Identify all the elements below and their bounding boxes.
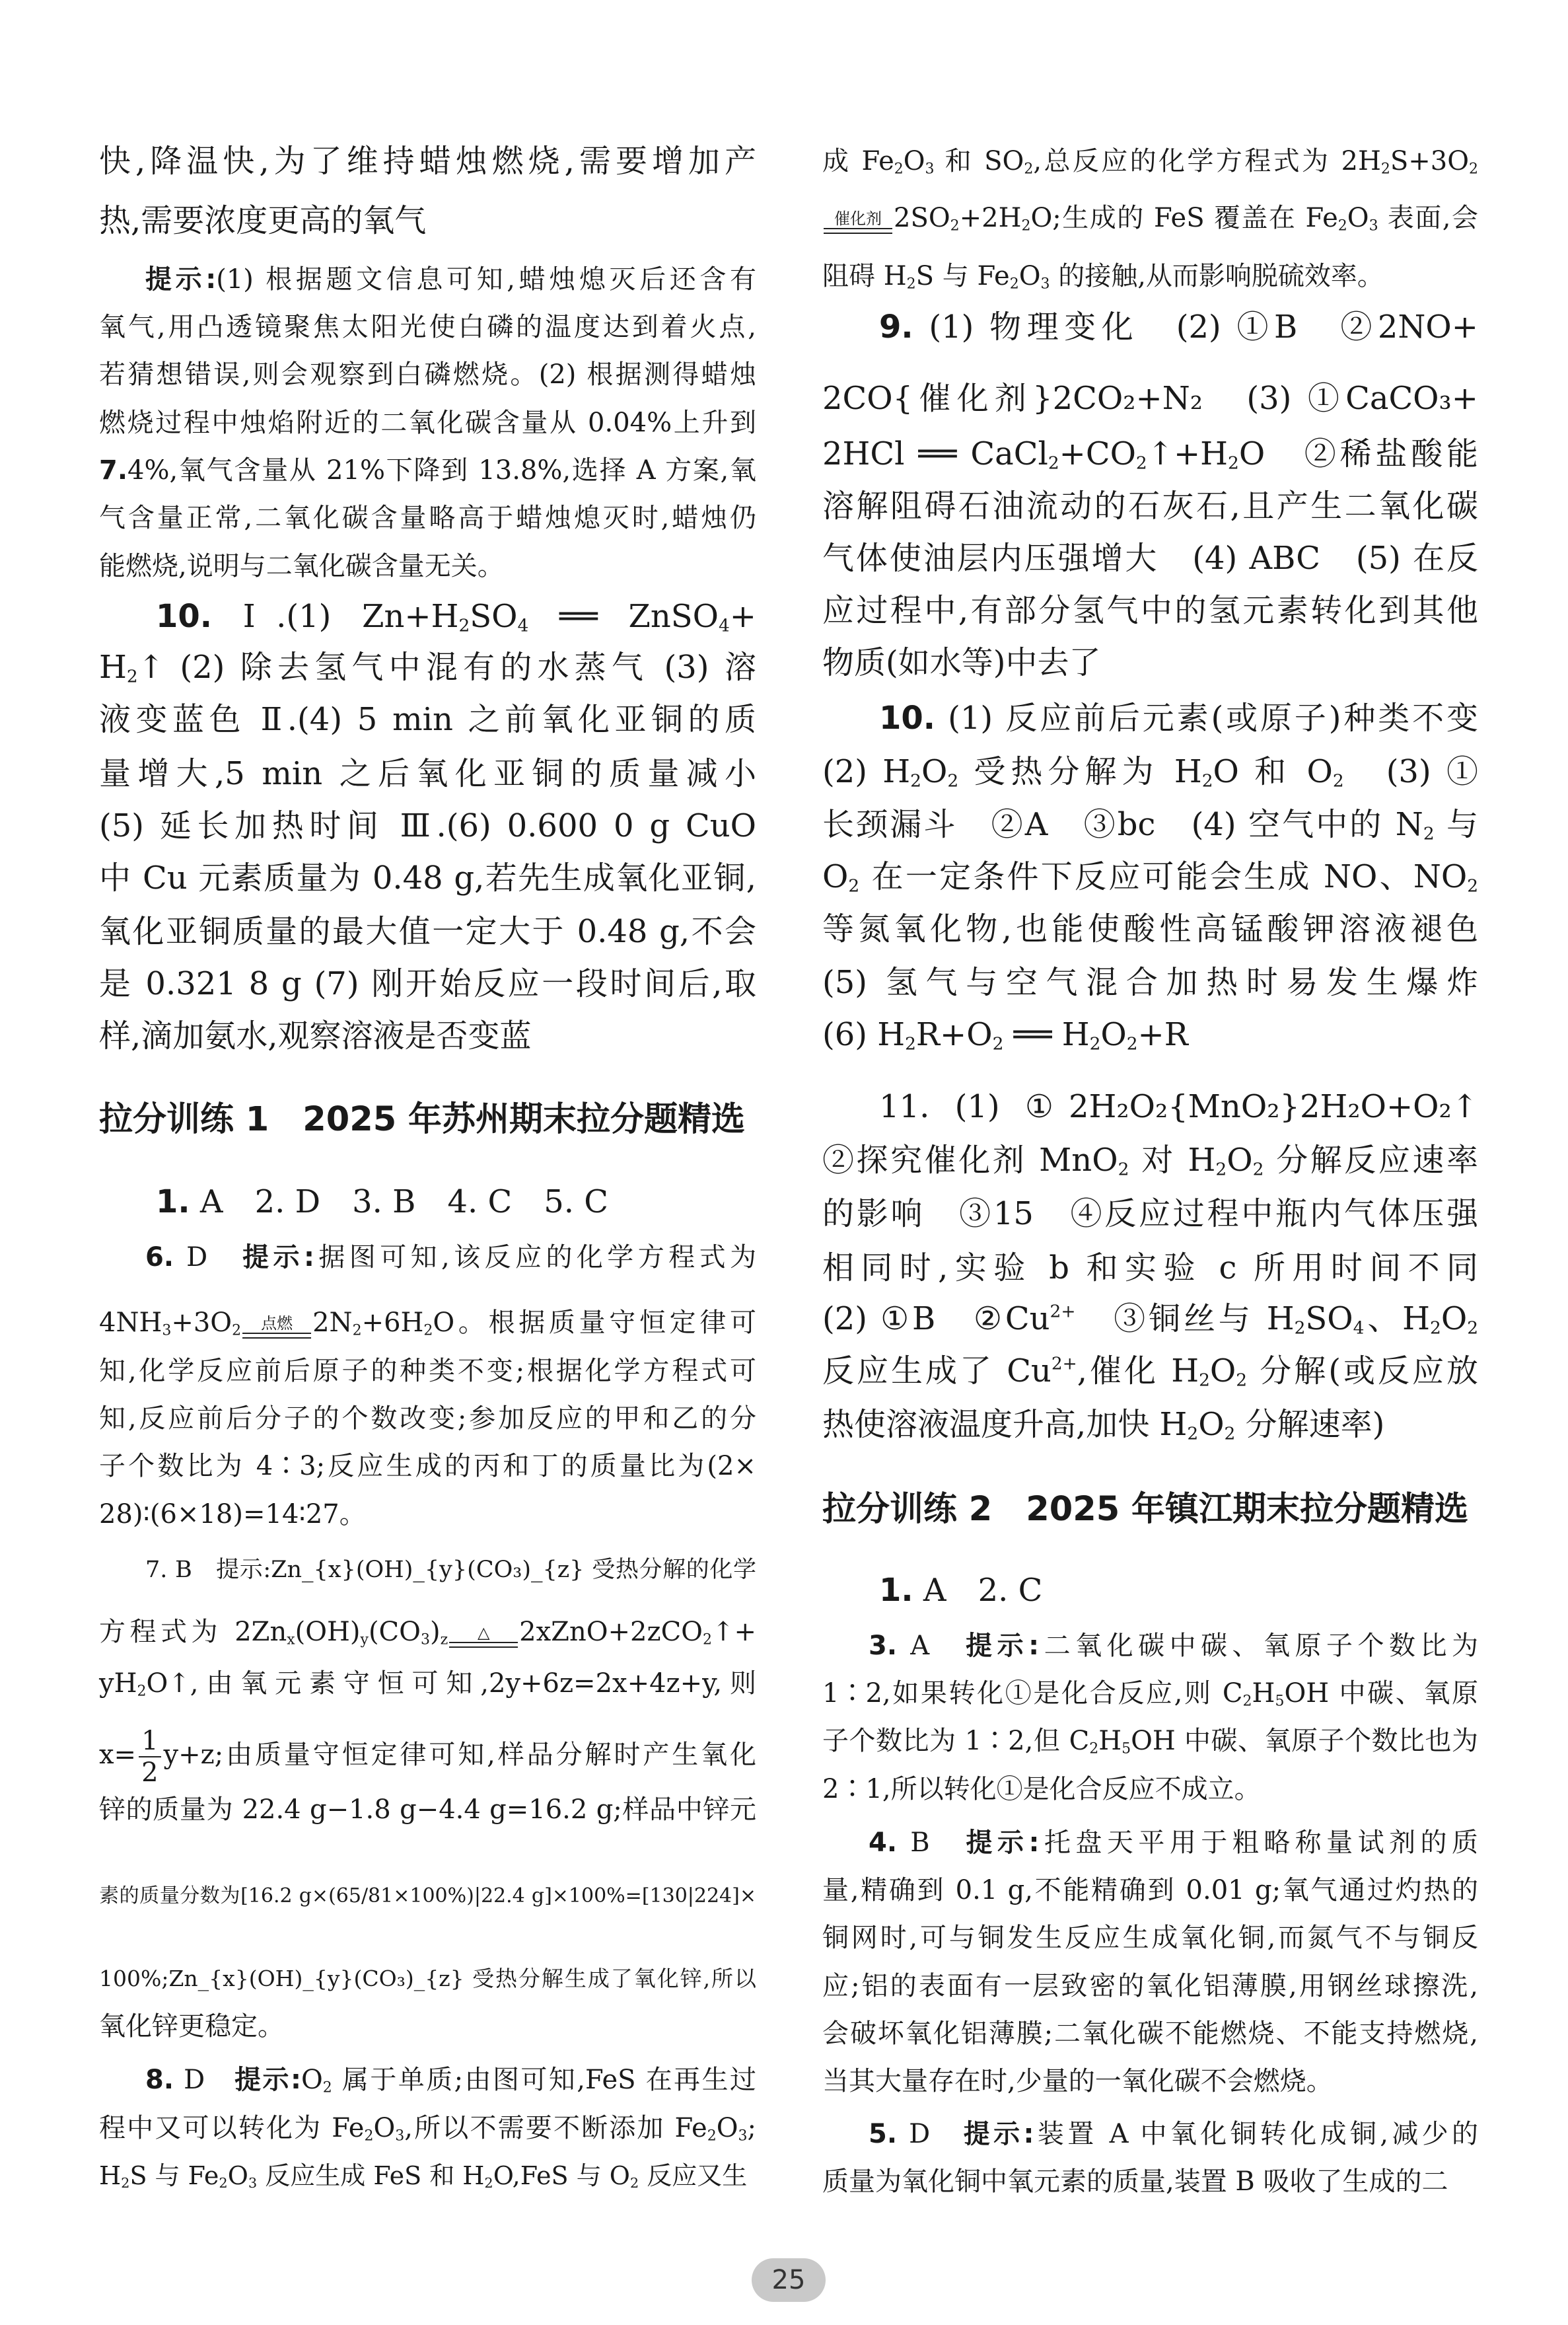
text-line: 应过程中,有部分氢气中的氢元素转化到其他 xyxy=(822,592,1478,629)
text-line: $H_2S$ 与 $Fe_2O_3$ 反应生成 FeS 和 $H_2O,FeS$ 与 $O_2$ 反应又生 xyxy=(99,2161,748,2192)
text-line: (5) 氢气与空气混合加热时易发生爆炸 xyxy=(822,964,1478,1001)
text-line: 1∶2,如果转化①是化合反应,则 $C_2H_5OH$ 中碳、氧原 xyxy=(822,1678,1479,1710)
text-line: 量,精确到 0.1 g,不能精确到 0.01 g;氧气通过灼热的 xyxy=(822,1875,1478,1905)
text-line: 提示:(1) 根据题文信息可知,蜡烛熄灭后还含有 xyxy=(145,264,756,295)
text-line: 2∶1,所以转化①是化合反应不成立。 xyxy=(822,1774,1261,1804)
text-line: 当其大量存在时,少量的一氧化碳不会燃烧。 xyxy=(822,2066,1333,2096)
text-line: 知,反应前后分子的个数改变;参加反应的甲和乙的分 xyxy=(99,1403,756,1434)
text-line: 100%;Zn_{x}(OH)_{y}(CO₃)_{z} 受热分解生成了氧化锌,所以 xyxy=(99,1966,756,1991)
text-line: $4NH_3+3O_2$ 点燃 $2N_2+6H_2O$。根据质量守恒定律可 xyxy=(99,1308,756,1339)
text-line: 素的质量分数为[16.2 g×(65/81×100%)|22.4 g]×100%=[130|224]× xyxy=(99,1884,756,1907)
reaction-condition: △ xyxy=(449,1625,518,1648)
text-line: 气含量正常,二氧化碳含量略高于蜡烛熄灭时,蜡烛仍 xyxy=(99,503,756,533)
text-line: 应;铝的表面有一层致密的氧化铝薄膜,用钢丝球擦洗, xyxy=(822,1971,1478,2001)
text-line: 11. (1) ①2H₂O₂{MnO₂}2H₂O+O₂↑ xyxy=(879,1088,1478,1125)
text-line: 7.4%,氧气含量从 21%下降到 13.8%,选择 A 方案,氧 xyxy=(99,455,756,486)
reaction-condition: 催化剂 xyxy=(824,211,892,234)
text-line: 子个数比为 4∶3;反应生成的丙和丁的质量比为(2× xyxy=(99,1451,756,1481)
text-line: 7. B 提示:Zn_{x}(OH)_{y}(CO₃)_{z} 受热分解的化学 xyxy=(145,1557,756,1583)
text-line: 3. A 提示:二氧化碳中碳、氧原子个数比为 xyxy=(869,1631,1479,1661)
text-line: 成 $Fe_2O_3$ 和 $SO_2$,总反应的化学方程式为 $2H_2S+3O_2$ xyxy=(822,146,1479,178)
text-line: 锌的质量为 22.4 g−1.8 g−4.4 g=16.2 g;样品中锌元 xyxy=(99,1794,756,1825)
text-line: 10. Ⅰ.(1) $Zn+H_2SO_4$ ══ ZnSO$_4$+ xyxy=(156,598,757,636)
text-line: 程中又可以转化为 $Fe_2O_3$,所以不需要不断添加 $Fe_2O_3$; xyxy=(99,2113,756,2145)
text-line: 催化剂 $2SO_2+2H_2O$;生成的 FeS 覆盖在 $Fe_2O_3$ 表面,会 xyxy=(822,197,1478,239)
reaction-condition: 点燃 xyxy=(242,1315,311,1339)
text-line: 中 Cu 元素质量为 0.48 g,若先生成氧化亚铜, xyxy=(99,860,756,897)
text-line: 反应生成了 $Cu^{2+}$,催化 $H_2O_2$ 分解(或反应放 xyxy=(822,1352,1478,1391)
text-line: 会破坏氧化铝薄膜;二氧化碳不能燃烧、不能支持燃烧, xyxy=(822,2018,1478,2049)
text-line: (2) $H_2O_2$ 受热分解为 $H_2O$ 和 $O_2$ (3) ① xyxy=(822,753,1478,792)
text-line: 样,滴加氨水,观察溶液是否变蓝 xyxy=(99,1017,532,1054)
text-line: 28)∶(6×18)=14∶27。 xyxy=(99,1499,366,1530)
text-line: 知,化学反应前后原子的种类不变;根据化学方程式可 xyxy=(99,1356,756,1386)
text-line: 2CO{催化剂}2CO₂+N₂ (3) ①CaCO₃+ xyxy=(822,380,1478,417)
page-number: 25 xyxy=(752,2258,826,2302)
text-line: 1. A 2. D 3. B 4. C 5. C xyxy=(156,1183,608,1220)
text-line: (6) $H_2R+O_2$ ══ $H_2O_2+R$ xyxy=(822,1016,1188,1054)
text-line: 热使溶液温度升高,加快 $H_2O_2$ 分解速率) xyxy=(822,1406,1385,1444)
text-line: $H_2↑$ (2) 除去氢气中混有的水蒸气 (3) 溶 xyxy=(99,649,756,687)
text-line: 氧化锌更稳定。 xyxy=(99,2011,284,2042)
text-line: 铜网时,可与铜发生反应生成氧化铜,而氮气不与铜反 xyxy=(822,1923,1478,1953)
text-line: 子个数比为 1∶2,但 $C_2H_5OH$ 中碳、氧原子个数比也为 xyxy=(822,1726,1479,1757)
text-line: 热,需要浓度更高的氧气 xyxy=(99,202,427,239)
text-line: 9. (1) 物理变化 (2) ①B ②2NO+ xyxy=(879,309,1478,346)
text-line: 若猜想错误,则会观察到白磷燃烧。(2) 根据测得蜡烛 xyxy=(99,359,756,390)
text-line: 氧气,用凸透镜聚焦太阳光使白磷的温度达到着火点, xyxy=(99,312,756,342)
text-line: 快,降温快,为了维持蜡烛燃烧,需要增加产 xyxy=(99,143,756,180)
text-line: 能燃烧,说明与二氧化碳含量无关。 xyxy=(99,551,504,581)
text-line: $O_2$ 在一定条件下反应可能会生成 NO、$NO_2$ xyxy=(822,858,1478,897)
text-line: 8. D 提示$:O_2$ 属于单质;由图可知,FeS 在再生过 xyxy=(145,2065,757,2096)
text-line: 5. D 提示:装置 A 中氧化铜转化成铜,减少的 xyxy=(869,2119,1479,2149)
section-heading: 拉分训练 2 2025 年镇江期末拉分题精选 xyxy=(822,1490,1468,1529)
text-line: 等氮氧化物,也能使酸性高锰酸钾溶液褪色 xyxy=(822,910,1478,947)
text-line: 4. B 提示:托盘天平用于粗略称量试剂的质 xyxy=(869,1827,1479,1858)
text-line: 质量为氧化铜中氧元素的质量,装置 B 吸收了生成的二 xyxy=(822,2166,1448,2197)
text-line: 1. A 2. C xyxy=(879,1572,1043,1609)
text-line: 液变蓝色 Ⅱ.(4) 5 min 之前氧化亚铜的质 xyxy=(99,701,756,738)
text-line: 10. (1) 反应前后元素(或原子)种类不变 xyxy=(879,700,1478,737)
text-line: (5) 延长加热时间 Ⅲ.(6) 0.600 0 g CuO xyxy=(99,807,756,844)
text-line: 方程式为 $2Zn_x(OH)_y(CO_3)_z$ △ 2xZnO+2zCO$_2$↑+ xyxy=(99,1617,756,1648)
text-line: x= $\frac{1}{2}$ y+z;由质量守恒定律可知,样品分解时产生氧化 xyxy=(99,1726,756,1788)
text-line: 2HCl ══ $CaCl_2+CO_2↑+H_2O$ ②稀盐酸能 xyxy=(822,435,1478,474)
text-line: $yH_2O↑$,由氧元素守恒可知,2y+6z=2x+4z+y,则 xyxy=(99,1668,756,1700)
text-line: 是 0.321 8 g (7) 刚开始反应一段时间后,取 xyxy=(99,965,756,1002)
text-line: (2) ①B $②Cu^{2+}$ ③铜丝与 $H_2SO_4$、$H_2O_2$ xyxy=(822,1300,1478,1339)
text-line: 量增大,5 min 之后氧化亚铜的质量减小 xyxy=(99,755,756,792)
text-line: 氧化亚铜质量的最大值一定大于 0.48 g,不会 xyxy=(99,913,756,950)
text-line: 长颈漏斗 ②A ③bc (4) 空气中的 $N_2$ 与 xyxy=(822,806,1478,844)
text-line: 的影响 ③15 ④反应过程中瓶内气体压强 xyxy=(822,1195,1478,1232)
fraction: $\frac{1}{2}$ xyxy=(139,1726,160,1788)
text-line: 溶解阻碍石油流动的石灰石,且产生二氧化碳 xyxy=(822,488,1478,525)
text-line: 物质(如水等)中去了 xyxy=(822,644,1101,681)
section-heading: 拉分训练 1 2025 年苏州期末拉分题精选 xyxy=(99,1100,745,1139)
text-line: 气体使油层内压强增大 (4) ABC (5) 在反 xyxy=(822,540,1478,577)
text-line: 6. D 提示:据图可知,该反应的化学方程式为 xyxy=(145,1242,756,1273)
text-line: 阻碍 $H_2S$ 与 $Fe_2O_3$ 的接触,从而影响脱硫效率。 xyxy=(822,261,1384,293)
text-line: ②探究催化剂 MnO$_2$ 对 $H_2O_2$ 分解反应速率 xyxy=(822,1142,1478,1180)
text-line: 相同时,实验 b 和实验 c 所用时间不同 xyxy=(822,1249,1478,1286)
text-line: 燃烧过程中烛焰附近的二氧化碳含量从 0.04%上升到 xyxy=(99,408,756,438)
